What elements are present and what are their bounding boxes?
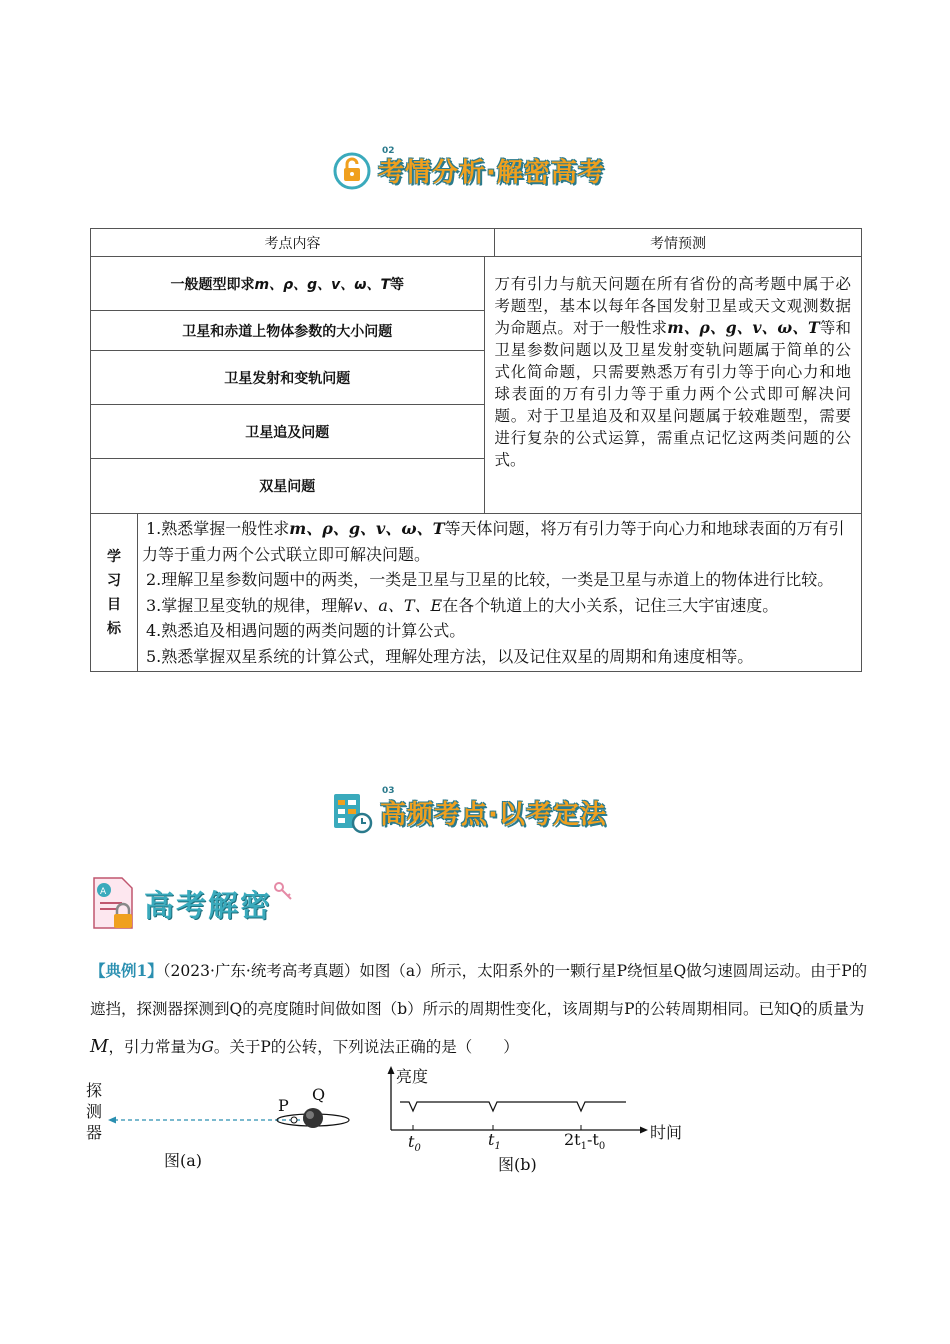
section-title: 高频考点·以考定法 — [380, 799, 607, 830]
section-title: 考情分析·解密高考 — [378, 157, 605, 188]
prediction-part: 万有引力与航天问题在所有省份的高考题中属于必考题型，基本以每年各国发射卫星或天文观测数据为命题点。对于一般性求 — [494, 275, 851, 337]
tick-label-2t1-t0 — [564, 1130, 605, 1152]
y-axis-label: 亮度 — [396, 1067, 429, 1086]
detector-char: 探 — [86, 1081, 103, 1100]
goal-text: 3.掌握卫星变轨的规律，理解 — [146, 595, 354, 615]
example-source: （2023·广东·统考高考真题） — [162, 962, 360, 980]
goal-text: 在各个轨道上的大小关系，记住三大宇宙速度。 — [442, 595, 779, 615]
tick-var: t — [488, 1130, 495, 1149]
goals-list — [138, 514, 861, 671]
header-prediction: 考情预测 — [495, 229, 861, 257]
x-axis-arrow — [640, 1127, 648, 1134]
goal-vars: v、a、T、E — [353, 595, 443, 615]
section-number: 02 — [382, 146, 395, 156]
topic-item: 卫星追及问题 — [91, 405, 484, 459]
tick-sub: 1 — [494, 1141, 501, 1153]
svg-text:A: A — [100, 887, 107, 897]
star-q-highlight — [306, 1111, 314, 1119]
figure-b-caption: 图(b) — [498, 1155, 537, 1174]
goal-item — [142, 593, 857, 619]
section-banner-analysis — [332, 150, 605, 190]
topics-row — [91, 257, 861, 513]
section-banner-frequent — [330, 790, 607, 834]
lock-icon — [332, 150, 372, 190]
table-header-row — [91, 229, 861, 257]
section-number: 03 — [382, 786, 395, 796]
learning-goals-row — [91, 513, 861, 671]
planet-p — [291, 1117, 297, 1123]
prediction-part: 等和卫星参数问题以及卫星发射变轨问题属于简单的公式化简命题，只需要熟悉万有引力等于向心力和地球表面的万有引力等于重力两个公式即可解决问题。对于卫星追及和双星问题属于较难题型，需要进行复杂的公式运算，需重点记忆这两类问题的公式。 — [494, 319, 851, 469]
tick-sub: 1 — [580, 1141, 587, 1153]
topic-item — [91, 257, 484, 311]
tick-sub: 0 — [598, 1141, 606, 1153]
goals-label-char: 标 — [107, 620, 121, 637]
header-topic: 考点内容 — [91, 229, 495, 257]
goals-label-char: 学 — [107, 548, 121, 565]
tick-sub: 0 — [414, 1143, 421, 1155]
goals-label-char: 目 — [107, 596, 121, 613]
star-q — [303, 1108, 323, 1128]
tick-label-t0 — [408, 1132, 421, 1154]
goal-item — [142, 516, 857, 567]
mass-symbol: M — [90, 1036, 109, 1057]
example-text: 如图（a）所示，太阳系外的一颗行星P绕恒星Q做匀速圆周运动。由于P的遮挡，探测器探测到Q的亮度随时间做如图（b）所示的周期性变化，该周期与P的公转周期相同。已知Q的质量为 — [90, 962, 868, 1018]
goal-text: 等天体问题，将万有引力等于向心力和地球表面的万有引力等于重力两个公式联立即可解决问题。 — [142, 519, 845, 564]
tick-var: 2t — [564, 1130, 581, 1149]
topic-suffix: 等 — [390, 276, 404, 293]
document-lock-icon — [90, 876, 138, 930]
detector-char: 测 — [86, 1102, 103, 1121]
example-text: 。关于P的公转，下列说法正确的是（ ） — [213, 1038, 519, 1056]
topic-item: 卫星发射和变轨问题 — [91, 351, 484, 405]
topic-item: 双星问题 — [259, 479, 316, 495]
label-q: Q — [312, 1085, 326, 1104]
x-axis-label: 时间 — [650, 1123, 683, 1142]
label-p: P — [278, 1096, 289, 1115]
exam-analysis-table — [90, 228, 862, 672]
goals-label-char: 习 — [107, 572, 121, 589]
figure-a-caption: 图(a) — [164, 1151, 203, 1170]
topic-vars: m、ρ、g、v、ω、T — [254, 276, 390, 293]
goal-item: 4.熟悉追及相遇问题的两类问题的计算公式。 — [146, 621, 466, 640]
gravity-symbol: G — [201, 1038, 214, 1056]
goal-vars: m、ρ、g、v、ω、T — [289, 519, 445, 538]
topic-item: 卫星和赤道上物体参数的大小问题 — [91, 311, 484, 351]
goals-label — [91, 514, 138, 671]
tick-var: t — [408, 1132, 415, 1151]
figure-a — [86, 1080, 366, 1180]
brightness-curve — [400, 1102, 626, 1111]
detector-char: 器 — [86, 1123, 103, 1142]
example-problem — [90, 952, 875, 1066]
prediction-vars: m、ρ、g、v、ω、T — [667, 318, 820, 337]
prediction-text — [485, 257, 861, 513]
goal-text: 1.熟悉掌握一般性求 — [146, 519, 290, 538]
figure-b — [380, 1064, 700, 1184]
y-axis-arrow — [388, 1066, 395, 1074]
exam-secret-badge — [90, 876, 296, 930]
example-text: ，引力常量为 — [108, 1038, 202, 1056]
example-tag: 【典例1】 — [90, 961, 163, 980]
key-icon — [272, 880, 296, 904]
arrow-head — [108, 1117, 116, 1124]
calendar-clock-icon — [330, 790, 374, 834]
goal-item: 5.熟悉掌握双星系统的计算公式，理解处理方法，以及记住双星的周期和角速度相等。 — [146, 646, 754, 666]
tick-var: -t — [586, 1130, 599, 1149]
topic-list — [91, 257, 485, 513]
badge-title: 高考解密 — [144, 889, 272, 924]
tick-label-t1 — [488, 1130, 501, 1152]
goal-item: 2.理解卫星参数问题中的两类，一类是卫星与卫星的比较，一类是卫星与赤道上的物体进行比较。 — [146, 570, 834, 589]
topic-text: 一般题型即求 — [170, 276, 255, 293]
